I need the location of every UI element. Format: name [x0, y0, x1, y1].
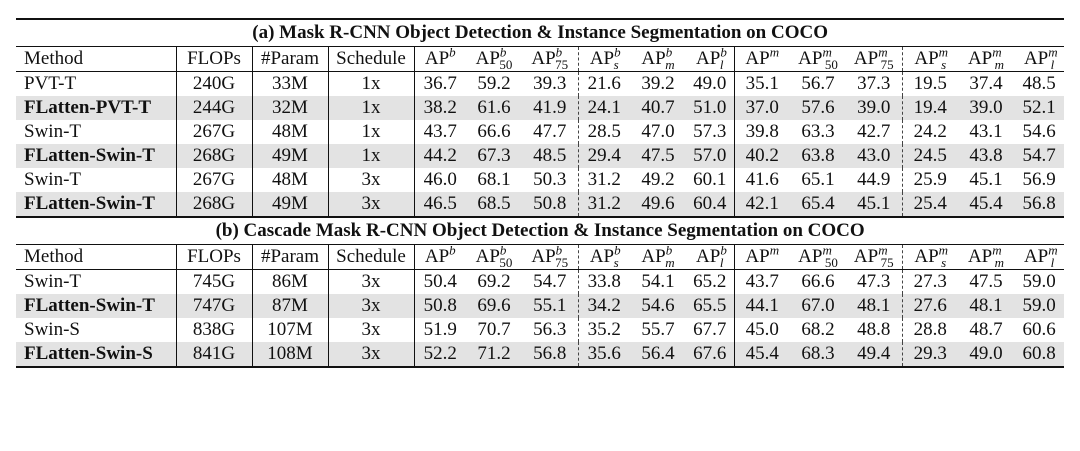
value-cell: 43.7: [414, 120, 466, 144]
table-row: [16, 270, 1064, 295]
value-cell: 45.1: [846, 192, 902, 217]
value-cell: 52.2: [414, 342, 466, 367]
value-cell: 41.9: [522, 96, 578, 120]
value-cell: 24.1: [578, 96, 630, 120]
value-cell: 57.0: [686, 144, 734, 168]
value-cell: 33.8: [578, 270, 630, 295]
header-ap: $AP^m_m$: [958, 47, 1014, 72]
value-cell: 55.7: [641, 319, 675, 340]
value-cell: 59.0: [1014, 294, 1064, 318]
method-cell: FLatten-Swin-T: [16, 294, 176, 318]
header-ap: $AP^b_m$: [630, 47, 686, 72]
table-b-body: [16, 242, 1064, 368]
value-cell: 49.6: [630, 192, 686, 217]
value-cell: 40.2: [734, 144, 790, 168]
schedule-cell: 1x: [328, 120, 414, 144]
table-row: [16, 192, 1064, 217]
header-ap: $AP^b$: [414, 47, 466, 72]
flops-cell: 841G: [176, 342, 252, 367]
value-cell: 48.8: [857, 319, 891, 340]
value-cell: 68.1: [477, 169, 511, 190]
header-schedule: Schedule: [328, 245, 414, 270]
value-cell: 39.0: [958, 96, 1014, 120]
header-ap: $AP^b_{50}$: [466, 245, 522, 270]
header-ap: $AP^b_l$: [686, 47, 734, 72]
header-ap: $AP^m_{75}$: [846, 245, 902, 270]
header-ap: $AP^m_{75}$: [846, 47, 902, 72]
method-cell: FLatten-Swin-S: [16, 342, 176, 367]
flops-cell: 838G: [176, 318, 252, 342]
header-method: Method: [16, 245, 176, 270]
value-cell: 67.7: [693, 319, 727, 340]
value-cell: 56.8: [1014, 192, 1064, 217]
value-cell: 56.8: [522, 342, 578, 367]
header-param: #Param: [252, 47, 328, 72]
value-cell: 69.6: [466, 294, 522, 318]
value-cell: 45.0: [734, 318, 790, 342]
method-cell: Swin-T: [24, 121, 81, 142]
table-row: [16, 342, 1064, 367]
header-ap: $AP^m_s$: [902, 47, 958, 72]
value-cell: 67.3: [466, 144, 522, 168]
value-cell: 19.4: [902, 96, 958, 120]
table-row: [16, 168, 1064, 192]
value-cell: 45.4: [734, 342, 790, 367]
header-ap: $AP^b_m$: [630, 245, 686, 270]
caption-b: (b) Cascade Mask R-CNN Object Detection & Instance Segmentation on COCO: [16, 217, 1064, 245]
value-cell: 50.4: [414, 270, 466, 295]
value-cell: 42.1: [734, 192, 790, 217]
value-cell: 52.1: [1014, 96, 1064, 120]
value-cell: 70.7: [477, 319, 511, 340]
value-cell: 27.3: [902, 270, 958, 295]
value-cell: 49.4: [846, 342, 902, 367]
value-cell: 41.6: [734, 168, 790, 192]
value-cell: 25.4: [902, 192, 958, 217]
flops-cell: 268G: [176, 192, 252, 217]
method-cell: Swin-T: [24, 271, 81, 292]
value-cell: 44.2: [414, 144, 466, 168]
value-cell: 65.5: [686, 294, 734, 318]
schedule-cell: 3x: [328, 168, 414, 192]
value-cell: 29.3: [902, 342, 958, 367]
value-cell: 69.2: [477, 271, 511, 292]
value-cell: 48.7: [969, 319, 1003, 340]
value-cell: 36.7: [414, 72, 466, 97]
value-cell: 35.1: [734, 72, 790, 97]
value-cell: 47.5: [630, 144, 686, 168]
flops-cell: 244G: [176, 96, 252, 120]
value-cell: 40.7: [630, 96, 686, 120]
value-cell: 60.8: [1014, 342, 1064, 367]
value-cell: 37.3: [857, 73, 891, 94]
header-method: Method: [16, 47, 176, 72]
value-cell: 65.1: [801, 169, 835, 190]
value-cell: 49.0: [693, 73, 727, 94]
flops-cell: 240G: [176, 72, 252, 97]
section-b: [16, 217, 1064, 245]
table-a-body: [16, 44, 1064, 218]
schedule-cell: 3x: [328, 270, 414, 295]
value-cell: 45.1: [969, 169, 1003, 190]
value-cell: 39.2: [641, 73, 675, 94]
value-cell: 38.2: [414, 96, 466, 120]
method-cell: Swin-T: [24, 169, 81, 190]
value-cell: 49.2: [641, 169, 675, 190]
method-cell: FLatten-Swin-T: [16, 192, 176, 217]
method-cell: Swin-S: [24, 319, 80, 340]
value-cell: 48.5: [1022, 73, 1056, 94]
value-cell: 60.1: [693, 169, 727, 190]
param-cell: 48M: [252, 120, 328, 144]
value-cell: 56.4: [630, 342, 686, 367]
value-cell: 43.7: [734, 270, 790, 295]
value-cell: 31.2: [578, 192, 630, 217]
schedule-cell: 1x: [328, 96, 414, 120]
value-cell: 67.6: [686, 342, 734, 367]
value-cell: 48.5: [522, 144, 578, 168]
header-ap: $AP^m$: [734, 47, 790, 72]
header-row: [16, 245, 1064, 270]
value-cell: 60.4: [686, 192, 734, 217]
value-cell: 49.0: [958, 342, 1014, 367]
value-cell: 57.3: [693, 121, 727, 142]
value-cell: 35.6: [578, 342, 630, 367]
value-cell: 54.7: [1014, 144, 1064, 168]
value-cell: 46.5: [414, 192, 466, 217]
value-cell: 19.5: [902, 72, 958, 97]
value-cell: 44.9: [857, 169, 891, 190]
table-row: [16, 120, 1064, 144]
value-cell: 48.1: [958, 294, 1014, 318]
value-cell: 35.2: [578, 318, 630, 342]
value-cell: 47.3: [857, 271, 891, 292]
schedule-cell: 1x: [328, 72, 414, 97]
table-row: [16, 96, 1064, 120]
value-cell: 27.6: [902, 294, 958, 318]
value-cell: 47.0: [641, 121, 675, 142]
param-cell: 87M: [252, 294, 328, 318]
value-cell: 55.1: [522, 294, 578, 318]
table-row: [16, 144, 1064, 168]
value-cell: 56.9: [1022, 169, 1056, 190]
schedule-cell: 3x: [328, 294, 414, 318]
value-cell: 44.1: [734, 294, 790, 318]
method-cell: FLatten-Swin-T: [16, 144, 176, 168]
schedule-cell: 3x: [328, 342, 414, 367]
value-cell: 39.3: [533, 73, 567, 94]
method-cell: FLatten-PVT-T: [16, 96, 176, 120]
param-cell: 86M: [252, 270, 328, 295]
header-ap: $AP^b_s$: [578, 245, 630, 270]
param-cell: 49M: [252, 192, 328, 217]
value-cell: 34.2: [578, 294, 630, 318]
value-cell: 24.2: [902, 120, 958, 144]
header-flops: FLOPs: [176, 47, 252, 72]
value-cell: 47.5: [969, 271, 1003, 292]
value-cell: 28.5: [578, 120, 630, 144]
header-ap: $AP^m_l$: [1014, 47, 1064, 72]
param-cell: 48M: [252, 168, 328, 192]
value-cell: 66.6: [477, 121, 511, 142]
value-cell: 28.8: [902, 318, 958, 342]
value-cell: 67.0: [790, 294, 846, 318]
results-table: [16, 18, 1064, 368]
header-ap: $AP^m_l$: [1014, 245, 1064, 270]
header-ap: $AP^m_{50}$: [790, 47, 846, 72]
value-cell: 68.2: [801, 319, 835, 340]
header-ap: $AP^b$: [414, 245, 466, 270]
schedule-cell: 3x: [328, 192, 414, 217]
value-cell: 54.6: [630, 294, 686, 318]
param-cell: 49M: [252, 144, 328, 168]
flops-cell: 745G: [176, 270, 252, 295]
method-cell: PVT-T: [24, 73, 77, 94]
value-cell: 57.6: [790, 96, 846, 120]
header-ap: $AP^m_s$: [902, 245, 958, 270]
value-cell: 43.0: [846, 144, 902, 168]
flops-cell: 267G: [176, 168, 252, 192]
value-cell: 54.1: [641, 271, 675, 292]
header-ap: $AP^b_{75}$: [522, 245, 578, 270]
schedule-cell: 3x: [328, 318, 414, 342]
value-cell: 46.0: [414, 168, 466, 192]
value-cell: 39.8: [734, 120, 790, 144]
param-cell: 33M: [252, 72, 328, 97]
table-row: [16, 294, 1064, 318]
table-row: [16, 318, 1064, 342]
header-ap: $AP^m$: [734, 245, 790, 270]
value-cell: 54.6: [1022, 121, 1056, 142]
header-ap: $AP^m_{50}$: [790, 245, 846, 270]
value-cell: 50.8: [522, 192, 578, 217]
value-cell: 65.4: [790, 192, 846, 217]
flops-cell: 267G: [176, 120, 252, 144]
results-table-figure: [16, 18, 1064, 368]
header-ap: $AP^b_{75}$: [522, 47, 578, 72]
value-cell: 48.1: [846, 294, 902, 318]
param-cell: 107M: [252, 318, 328, 342]
header-ap: $AP^b_{50}$: [466, 47, 522, 72]
value-cell: 63.3: [801, 121, 835, 142]
value-cell: 51.9: [414, 318, 466, 342]
value-cell: 25.9: [902, 168, 958, 192]
header-flops: FLOPs: [176, 245, 252, 270]
value-cell: 43.1: [969, 121, 1003, 142]
value-cell: 39.0: [846, 96, 902, 120]
section-a: [16, 19, 1064, 47]
value-cell: 21.6: [578, 72, 630, 97]
table-row: [16, 72, 1064, 97]
value-cell: 31.2: [578, 168, 630, 192]
value-cell: 68.5: [466, 192, 522, 217]
value-cell: 43.8: [958, 144, 1014, 168]
value-cell: 42.7: [857, 121, 891, 142]
value-cell: 61.6: [466, 96, 522, 120]
flops-cell: 268G: [176, 144, 252, 168]
value-cell: 56.7: [801, 73, 835, 94]
value-cell: 51.0: [686, 96, 734, 120]
header-ap: $AP^m_m$: [958, 245, 1014, 270]
value-cell: 45.4: [958, 192, 1014, 217]
schedule-cell: 1x: [328, 144, 414, 168]
value-cell: 71.2: [466, 342, 522, 367]
value-cell: 47.7: [533, 121, 567, 142]
value-cell: 56.3: [533, 319, 567, 340]
flops-cell: 747G: [176, 294, 252, 318]
value-cell: 50.8: [414, 294, 466, 318]
value-cell: 63.8: [790, 144, 846, 168]
value-cell: 60.6: [1022, 319, 1056, 340]
value-cell: 59.0: [1022, 271, 1056, 292]
value-cell: 59.2: [477, 73, 511, 94]
value-cell: 68.3: [790, 342, 846, 367]
param-cell: 108M: [252, 342, 328, 367]
value-cell: 66.6: [801, 271, 835, 292]
caption-a: (a) Mask R-CNN Object Detection & Instance Segmentation on COCO: [16, 19, 1064, 47]
value-cell: 24.5: [902, 144, 958, 168]
header-row: [16, 47, 1064, 72]
value-cell: 65.2: [693, 271, 727, 292]
value-cell: 50.3: [533, 169, 567, 190]
value-cell: 37.0: [734, 96, 790, 120]
header-ap: $AP^b_l$: [686, 245, 734, 270]
value-cell: 54.7: [533, 271, 567, 292]
header-param: #Param: [252, 245, 328, 270]
header-ap: $AP^b_s$: [578, 47, 630, 72]
param-cell: 32M: [252, 96, 328, 120]
value-cell: 29.4: [578, 144, 630, 168]
value-cell: 37.4: [969, 73, 1003, 94]
header-schedule: Schedule: [328, 47, 414, 72]
